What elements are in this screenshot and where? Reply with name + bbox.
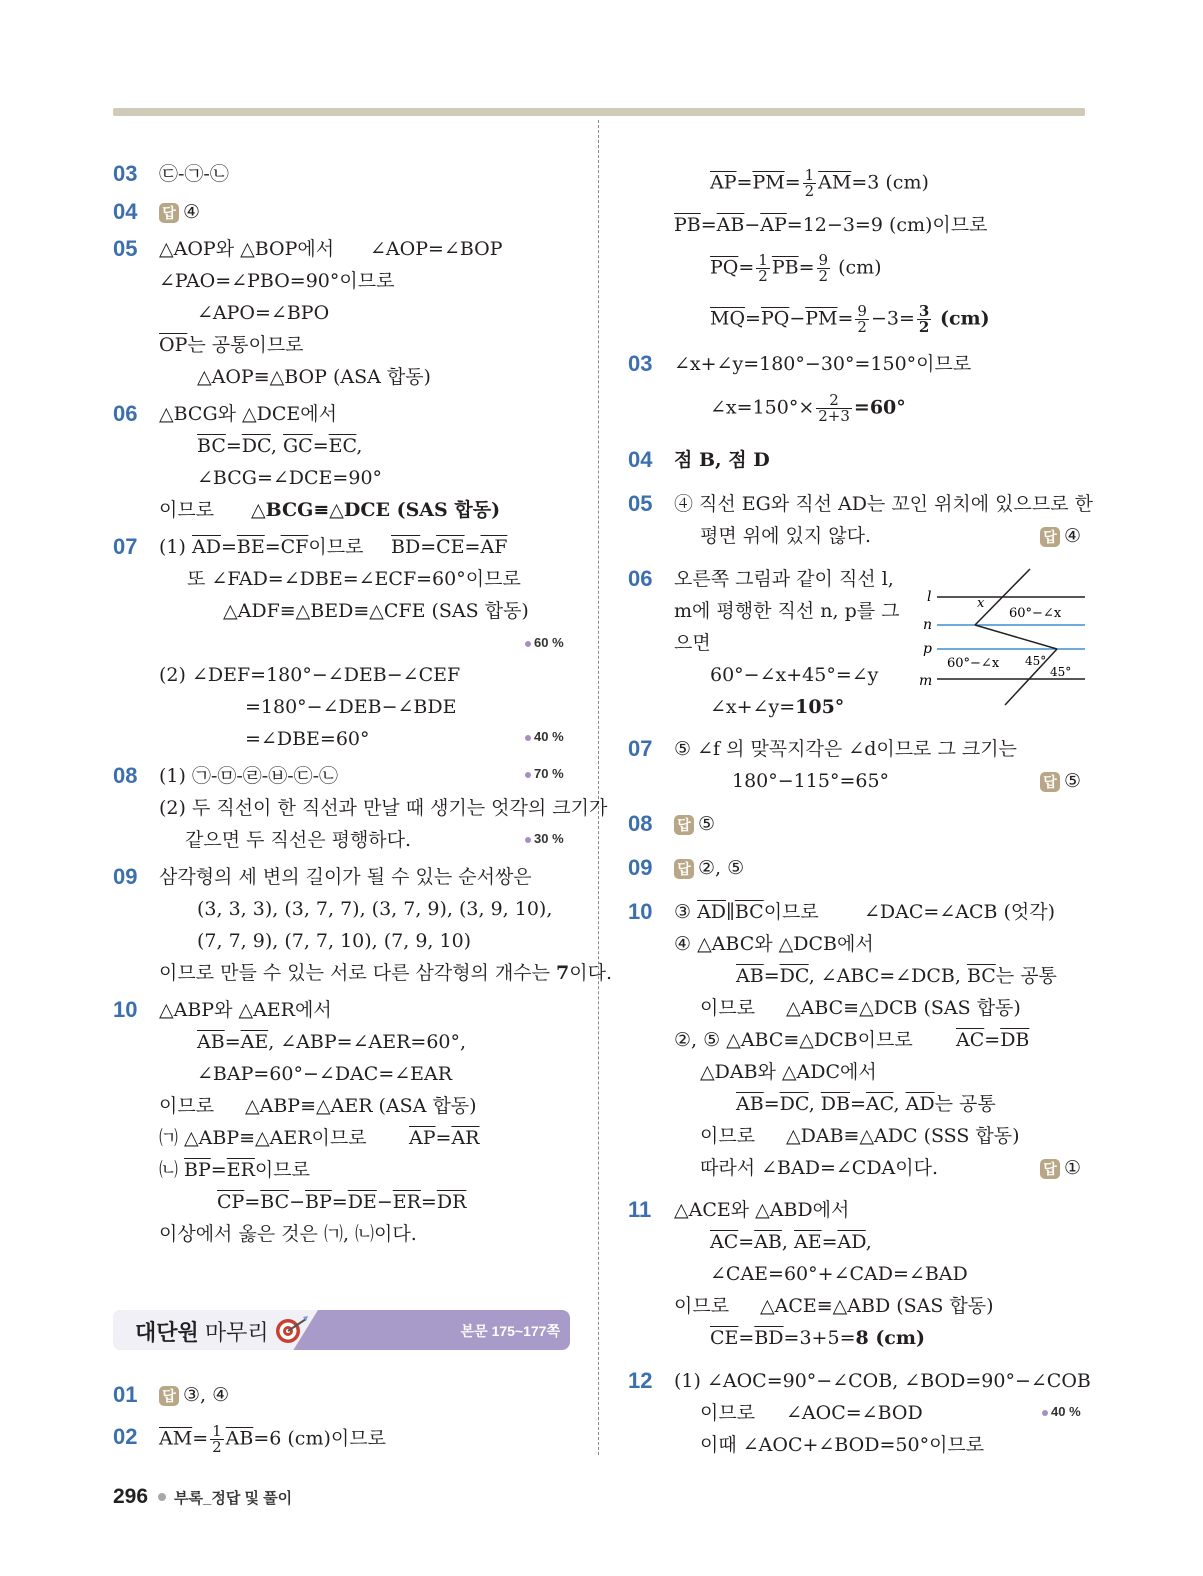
problem-number: 08 [113, 763, 138, 788]
problem-number: 11 [628, 1197, 652, 1222]
solution-line: 으면 [674, 632, 711, 654]
answer-line: 답 ① [1040, 1155, 1081, 1181]
solution-line: ∠BCG=∠DCE=90° [197, 467, 383, 489]
solution-line: △AOP와 △BOP에서 [159, 238, 335, 260]
answer-badge: 답 [159, 1386, 179, 1406]
solution-line: (1) ㉠-㉤-㉣-㉥-㉢-㉡ [159, 765, 339, 787]
section-title: 대단원 마무리 [135, 1320, 269, 1345]
solution-line: $\overline{MQ}=\overline{PQ}-\overline{PM}=$ $\frac{9}{2}$ −3= $\frac{3}{2}$ (cm) [710, 302, 990, 336]
answer-line: 답 ③, ④ [159, 1382, 229, 1408]
solution-line: ∠PAO=∠PBO=90°이므로 [159, 270, 395, 292]
solution-line: ②, ⑤ △ABC≡△DCB이므로 [674, 1029, 913, 1051]
section-banner [113, 1310, 570, 1350]
footer-label: 부록_정답 및 풀이 [174, 1490, 293, 1507]
solution-line: 이므로 [700, 1125, 756, 1147]
solution-line: $\overline{AC}=\overline{DB}$ [956, 1029, 1030, 1051]
solution-line: ④ 직선 EG와 직선 AD는 꼬인 위치에 있으므로 한 [674, 493, 1093, 515]
solution-line: 이상에서 옳은 것은 ㈀, ㈁이다. [159, 1223, 417, 1245]
problem-number: 08 [628, 811, 653, 836]
solution-line: 평면 위에 있지 않다. [700, 525, 871, 547]
solution-line: 오른쪽 그림과 같이 직선 l, [674, 568, 894, 590]
problem-number: 06 [628, 566, 653, 591]
solution-line: $\overline{CP}=\overline{BC}-\overline{BP}=\overline{DE}-\overline{ER}=\overline{DR}$ [217, 1191, 467, 1213]
solution-line: (7, 7, 9), (7, 7, 10), (7, 9, 10) [197, 930, 472, 952]
solution-line: ∠AOC=∠BOD [786, 1402, 923, 1424]
top-rule [113, 108, 1085, 116]
label-angle-a2: 60°−∠x [947, 656, 1000, 671]
solution-line: 또 ∠FAD=∠DBE=∠ECF=60°이므로 [187, 568, 521, 590]
problem-number: 06 [113, 401, 138, 426]
fraction: $\frac{9}{2}$ [818, 251, 829, 285]
solution-line: △ACE≡△ABD (SAS 합동) [760, 1295, 994, 1317]
problem-number: 01 [113, 1382, 138, 1407]
problem-number: 10 [628, 899, 653, 924]
solution-line: 이므로 [700, 997, 756, 1019]
answer-line: 답 ⑤ [674, 811, 715, 837]
solution-line: 60°−∠x+45°=∠y [710, 664, 879, 686]
solution-line: $\overline{AB}=\overline{DC}$, ∠ABC=∠DCB, $\overline{BC}$는 공통 [736, 965, 1057, 987]
label-l: l [927, 589, 932, 605]
answer-line: 답 ④ [159, 199, 200, 225]
solution-line: ⑤ ∠f 의 맞꼭지각은 ∠d이므로 그 크기는 [674, 738, 1017, 760]
solution-line: =∠DBE=60° [245, 728, 370, 750]
percent-label: 60 % [525, 634, 564, 652]
solution-line: ∠CAE=60°+∠CAD=∠BAD [710, 1263, 968, 1285]
solution-line: 180°−115°=65° [732, 770, 890, 792]
solution-line: $\overline{AB}=\overline{DC}$, $\overline{DB}=\overline{AC}$, $\overline{AD}$는 공통 [736, 1093, 996, 1115]
solution-line: $\overline{OP}$는 공통이므로 [159, 334, 304, 356]
problem-number: 12 [628, 1368, 653, 1393]
solution-line: $\overline{AP}=\overline{AR}$ [409, 1127, 480, 1149]
solution-line: ∠x+∠y=105° [710, 696, 845, 718]
solution-line: ∠x+∠y=180°−30°=150°이므로 [674, 353, 972, 375]
problem-number: 07 [628, 736, 653, 761]
solution-line: $\overline{BD}=\overline{CE}=\overline{AF}$ [391, 536, 508, 558]
solution-line: $\overline{AP}=\overline{PM}=$ $\frac{1}{2}$ $\overline{AM}=3$ (cm) [710, 166, 929, 200]
problem-number: 03 [628, 351, 653, 376]
solution-line: △ADF≡△BED≡△CFE (SAS 합동) [223, 600, 529, 622]
fraction: $\frac{1}{2}$ [804, 166, 815, 200]
percent-label: 30 % [525, 830, 564, 848]
solution-line: $\overline{PB}=\overline{AB}-\overline{AP}=12-3=9$ (cm)이므로 [674, 214, 988, 236]
solution-line: 같으면 두 직선은 평행하다. [185, 829, 412, 851]
fraction: $\frac{9}{2}$ [857, 302, 867, 336]
solution-line: (1) ∠AOC=90°−∠COB, ∠BOD=90°−∠COB [674, 1370, 1091, 1392]
problem-number: 02 [113, 1424, 138, 1449]
solution-line: ∠x=150°× $\frac{2}{2+3}$ =60° [710, 391, 906, 425]
label-n: n [923, 617, 933, 633]
solution-line: 이므로 만들 수 있는 서로 다른 삼각형의 개수는 7이다. [159, 962, 613, 984]
solution-line: (3, 3, 3), (3, 7, 7), (3, 7, 9), (3, 9, 10), [197, 898, 553, 920]
bent-segment [975, 625, 1057, 649]
problem-number: 04 [628, 447, 653, 472]
solution-line: 따라서 ∠BAD=∠CDA이다. [700, 1157, 939, 1179]
page-reference: 본문 175~177쪽 [460, 1323, 560, 1339]
solution-line: ∠DAC=∠ACB (엇각) [864, 901, 1056, 923]
page-number: 296 [113, 1485, 149, 1508]
solution-line: 이므로 [159, 499, 215, 521]
answer-badge: 답 [159, 203, 179, 223]
answer-badge: 답 [674, 859, 694, 879]
solution-line: ∠APO=∠BPO [197, 302, 330, 324]
percent-label: 40 % [525, 728, 564, 746]
solution-line: 삼각형의 세 변의 길이가 될 수 있는 순서쌍은 [159, 866, 532, 888]
solution-line: $\overline{PQ}=$ $\frac{1}{2}$ $\overline{PB}=$ $\frac{9}{2}$ (cm) [710, 251, 882, 285]
page-footer [113, 1485, 292, 1509]
fraction: $\frac{3}{2}$ [918, 302, 930, 336]
label-angle-x: x [977, 596, 985, 611]
solution-line: $\overline{AB}=\overline{AE}$, ∠ABP=∠AER=60°, [197, 1031, 467, 1053]
problem-number: 09 [113, 864, 138, 889]
answer-line: 답 ⑤ [1040, 768, 1081, 794]
solution-line: (1) $\overline{AD}=\overline{BE}=\overline{CF}$이므로 [159, 536, 364, 558]
label-angle-a4: 45° [1050, 665, 1072, 679]
problem-number: 10 [113, 997, 138, 1022]
solution-line: =180°−∠DEB−∠BDE [245, 696, 457, 718]
solution-line: $\overline{AM}=$ $\frac{1}{2}$ $\overline{AB}=6$ (cm)이므로 [159, 1422, 386, 1456]
problem-number: 04 [113, 199, 138, 224]
solution-line: $\overline{BC}=\overline{DC}$, $\overline{GC}=\overline{EC}$, [197, 435, 363, 457]
percent-label: 40 % [1042, 1403, 1081, 1421]
label-m: m [919, 673, 933, 689]
solution-line: (2) 두 직선이 한 직선과 만날 때 생기는 엇각의 크기가 [159, 797, 608, 819]
solution-line: 이때 ∠AOC+∠BOD=50°이므로 [700, 1434, 985, 1456]
parallel-lines-figure [917, 567, 1087, 707]
problem-number: 09 [628, 855, 653, 880]
problem-number: 03 [113, 161, 138, 186]
problem-number: 05 [628, 491, 653, 516]
solution-line: △ABC≡△DCB (SAS 합동) [786, 997, 1021, 1019]
solution-line: △DAB와 △ADC에서 [700, 1061, 877, 1083]
answer-badge: 답 [1040, 527, 1060, 547]
solution-line: m에 평행한 직선 n, p를 그 [674, 600, 900, 622]
label-angle-a1: 60°−∠x [1009, 606, 1062, 621]
solution-line: △ABP와 △AER에서 [159, 999, 332, 1021]
answer-badge: 답 [1040, 772, 1060, 792]
answer-badge: 답 [674, 815, 694, 835]
solution-line: ③ $\overline{AD}\parallel\overline{BC}$이므로 [674, 901, 819, 923]
fraction: $\frac{2}{2+3}$ [818, 391, 850, 425]
fraction: $\frac{1}{2}$ [212, 1422, 222, 1456]
solution-line: (2) ∠DEF=180°−∠DEB−∠CEF [159, 664, 461, 686]
solution-line: △BCG≡△DCE (SAS 합동) [251, 499, 501, 521]
solution-line: △DAB≡△ADC (SSS 합동) [786, 1125, 1020, 1147]
solution-line: $\overline{AC}=\overline{AB}$, $\overline{AE}=\overline{AD}$, [710, 1231, 872, 1253]
answer-text: 점 B, 점 D [674, 449, 770, 471]
solution-line: △ACE와 △ABD에서 [674, 1199, 850, 1221]
solution-line: ④ △ABC와 △DCB에서 [674, 933, 874, 955]
solution-line: 이므로 [674, 1295, 730, 1317]
solution-line: 이므로 [159, 1095, 215, 1117]
problem-number: 05 [113, 236, 138, 261]
solution-line: 이므로 [700, 1402, 756, 1424]
solution-line: $\overline{CE}=\overline{BD}=3+5=8$ (cm) [710, 1327, 925, 1349]
answer-badge: 답 [1040, 1159, 1060, 1179]
answer-line: 답 ②, ⑤ [674, 855, 744, 881]
solution-line: ㈀ △ABP≡△AER이므로 [159, 1127, 367, 1149]
solution-line: ∠AOP=∠BOP [370, 238, 503, 260]
solution-line: ㈁ $\overline{BP}=\overline{ER}$이므로 [159, 1159, 310, 1181]
answer-text: ㉢-㉠-㉡ [159, 163, 229, 185]
solution-line: △AOP≡△BOP (ASA 합동) [197, 366, 431, 388]
fraction: $\frac{1}{2}$ [758, 251, 768, 285]
label-p: p [923, 641, 932, 657]
column-divider [598, 120, 599, 1455]
target-icon [273, 1315, 309, 1345]
solution-line: △BCG와 △DCE에서 [159, 403, 337, 425]
answer-line: 답 ④ [1040, 523, 1081, 549]
solution-line: △ABP≡△AER (ASA 합동) [245, 1095, 477, 1117]
problem-number: 07 [113, 534, 138, 559]
percent-label: 70 % [525, 765, 564, 783]
solution-line: ∠BAP=60°−∠DAC=∠EAR [197, 1063, 453, 1085]
label-angle-a3: 45° [1025, 654, 1047, 668]
